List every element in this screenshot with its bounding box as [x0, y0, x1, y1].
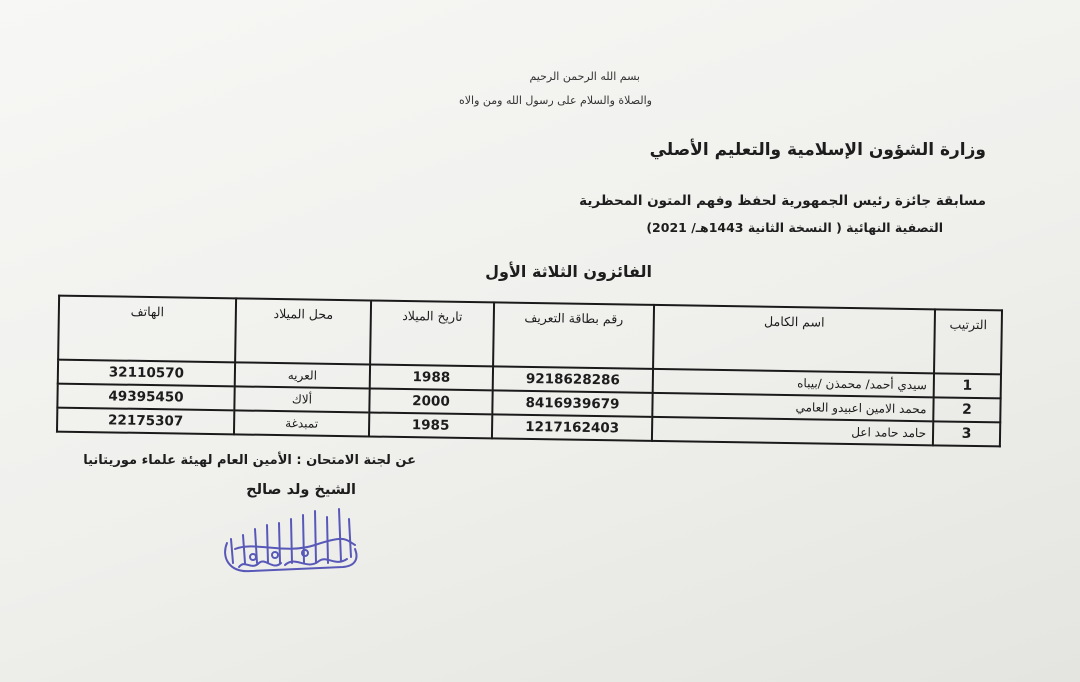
- basmala-line: بسم الله الرحمن الرحيم: [529, 70, 640, 83]
- id-cell: 8416939679: [492, 390, 652, 417]
- competition-title: مسابقة جائزة رئيس الجمهورية لحفظ وفهم المتون المحظرية: [579, 193, 986, 209]
- rank-cell: 2: [933, 397, 1000, 422]
- phone-cell: 49395450: [57, 384, 234, 411]
- winners-heading: الفائزون الثلاثة الأول: [485, 262, 652, 281]
- committee-line: عن لجنة الامتحان : الأمين العام لهيئة علماء موريتانيا: [83, 453, 416, 468]
- phone-cell: 32110570: [58, 360, 235, 387]
- winners-table: [56, 295, 1003, 448]
- round-subtitle: التصفية النهائية ( النسخة الثانية 1443هـ/ 2021): [646, 220, 943, 235]
- salat-line: والصلاة والسلام على رسول الله ومن والاه: [459, 94, 652, 107]
- signatory-name: الشيخ ولد صالح: [246, 482, 356, 498]
- name-cell: محمد الامين اعبيدو العامي: [652, 393, 933, 421]
- rank-cell: 1: [934, 373, 1001, 398]
- id-cell: 1217162403: [492, 414, 652, 441]
- name-cell: سيدي أحمد/ محمذن /بيباه: [653, 369, 934, 397]
- id-cell: 9218628286: [493, 366, 653, 393]
- birth-year-cell: 2000: [369, 388, 492, 414]
- birth-year-cell: 1985: [369, 412, 492, 438]
- birth-place-cell: ألاك: [234, 386, 369, 412]
- column-header-rank: الترتيب: [934, 309, 1002, 374]
- column-header-name: اسم الكامل: [653, 305, 935, 373]
- column-header-birth-date: تاريخ الميلاد: [370, 301, 494, 367]
- birth-place-cell: العريه: [235, 362, 370, 388]
- birth-year-cell: 1988: [370, 364, 493, 390]
- column-header-id: رقم بطاقة التعريف: [493, 302, 654, 369]
- birth-place-cell: تمبدغة: [234, 410, 369, 436]
- column-header-phone: الهاتف: [58, 296, 236, 363]
- name-cell: حامد حامد اعل: [652, 417, 933, 445]
- signature-image: [215, 505, 365, 585]
- ministry-title: وزارة الشؤون الإسلامية والتعليم الأصلي: [649, 140, 986, 160]
- phone-cell: 22175307: [57, 408, 234, 435]
- column-header-birth-place: محل الميلاد: [235, 298, 371, 364]
- rank-cell: 3: [933, 421, 1000, 446]
